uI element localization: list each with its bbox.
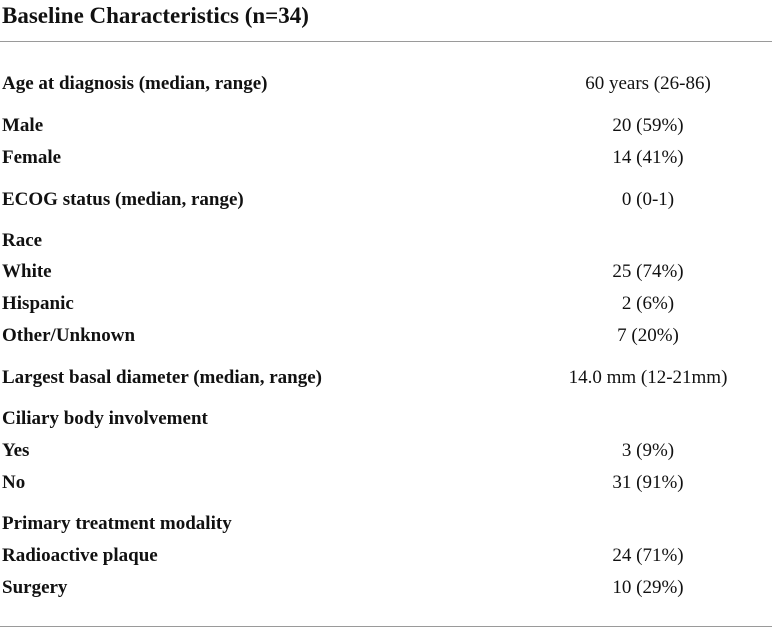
- row-value: 31 (91%): [612, 472, 684, 493]
- top-rule: [0, 41, 772, 42]
- table-row: [0, 69, 772, 99]
- table-title: Baseline Characteristics (n=34): [2, 3, 309, 28]
- table-row: [0, 436, 772, 466]
- row-label: Radioactive plaque: [2, 545, 158, 566]
- table-row: [0, 257, 772, 287]
- table-row: [0, 321, 772, 351]
- row-label: Male: [2, 115, 44, 136]
- row-label: White: [2, 261, 52, 282]
- table-row: [0, 185, 772, 215]
- table-row: [0, 363, 772, 393]
- row-value: 3 (9%): [621, 440, 675, 461]
- table-row: [0, 111, 772, 141]
- row-label: Ciliary body involvement: [2, 408, 208, 429]
- row-label: Largest basal diameter (median, range): [2, 367, 322, 388]
- row-label: Yes: [2, 440, 30, 461]
- table-row: [0, 143, 772, 173]
- table-row: [0, 509, 772, 539]
- table-row: [0, 404, 772, 434]
- row-label: Other/Unknown: [2, 325, 136, 346]
- row-label: Hispanic: [2, 293, 74, 314]
- row-value: 14 (41%): [612, 147, 684, 168]
- table-row: [0, 289, 772, 319]
- row-value: 10 (29%): [612, 577, 684, 598]
- row-label: Race: [2, 230, 43, 251]
- row-label: Female: [2, 147, 62, 168]
- row-value: 24 (71%): [612, 545, 684, 566]
- row-value: 25 (74%): [612, 261, 684, 282]
- table-row: [0, 226, 772, 256]
- row-label: Primary treatment modality: [2, 513, 232, 534]
- row-value: 0 (0-1): [621, 189, 675, 210]
- row-value: 20 (59%): [612, 115, 684, 136]
- row-value: 14.0 mm (12-21mm): [568, 367, 728, 388]
- table-row: [0, 541, 772, 571]
- table-row: [0, 468, 772, 498]
- row-label: ECOG status (median, range): [2, 189, 244, 210]
- table-row: [0, 573, 772, 603]
- row-value: 7 (20%): [617, 325, 679, 346]
- row-label: No: [2, 472, 26, 493]
- row-value: 2 (6%): [621, 293, 675, 314]
- row-label: Age at diagnosis (median, range): [2, 73, 268, 94]
- row-label: Surgery: [2, 577, 68, 598]
- row-value: 60 years (26-86): [585, 73, 711, 94]
